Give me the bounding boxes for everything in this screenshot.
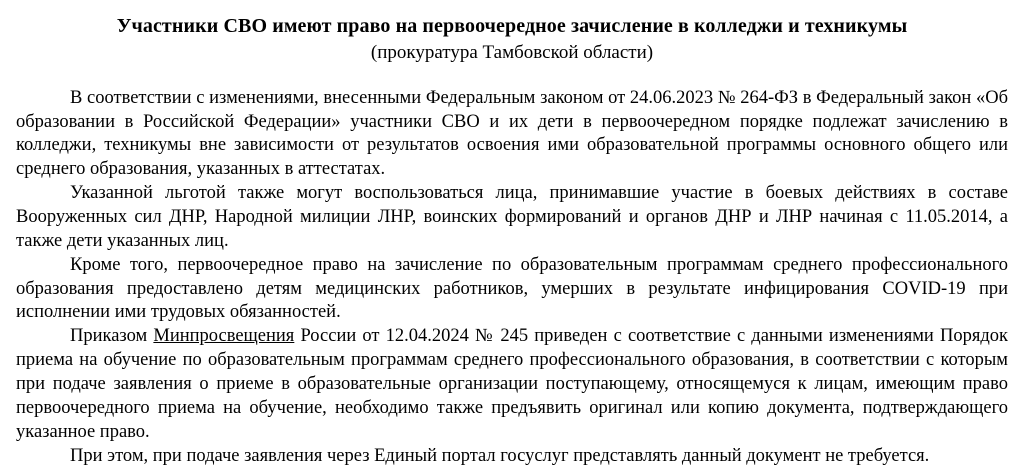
document-body <box>16 87 1008 469</box>
paragraph-4 <box>16 325 1008 444</box>
paragraph-3: Кроме того, первоочередное право на зачисление по образовательным программам среднего профессионального образования предоставлено детям медицинских работников, умерших в результате инфицирования COVID-19 при исполнении ими трудовых обязанностей. <box>16 254 1008 323</box>
paragraph-2: Указанной льготой также могут воспользоваться лица, принимавшие участие в боевых действиях в составе Вооруженных сил ДНР, Народной милиции ЛНР, воинских формирований и органов ДНР и ЛНР начиная с 11.05.2014, а также дети указанных лиц. <box>16 183 1008 251</box>
page-subtitle: (прокуратура Тамбовской области) <box>370 42 654 63</box>
paragraph-1: В соответствии с изменениями, внесенными Федеральным законом от 24.06.2023 № 264-ФЗ в Федеральный закон «Об образовании в Российской Федерации» участники СВО и их дети в первоочередном порядке подлежат зачислению в колледжи, техникумы вне зависимости от результатов освоения ими образовательной программы основного общего или среднего образования, указанных в аттестатах. <box>16 87 1008 180</box>
paragraph-4-prefix: Приказом <box>70 326 154 347</box>
paragraph-4-underlined-term: Минпросвещения <box>153 326 295 347</box>
paragraph-5: При этом, при подаче заявления через Единый портал госуслуг представлять данный документ не требуется. <box>70 445 930 466</box>
page-title: Участники СВО имеют право на первоочередное зачисление в колледжи и техникумы <box>116 15 908 37</box>
paragraph-4-rest: России от 12.04.2024 № 245 приведен с соответствие с данными изменениями Порядок приема на обучение по образовательным программам среднего профессионального образования, в соответствии с которым при подаче заявления о приеме в образовательные организации поступающему, относящемуся к лицам, имеющим право первоочередного приема на обучение, необходимо также предъявить оригинал или копию документа, подтверждающего указанное право. <box>16 326 1008 442</box>
